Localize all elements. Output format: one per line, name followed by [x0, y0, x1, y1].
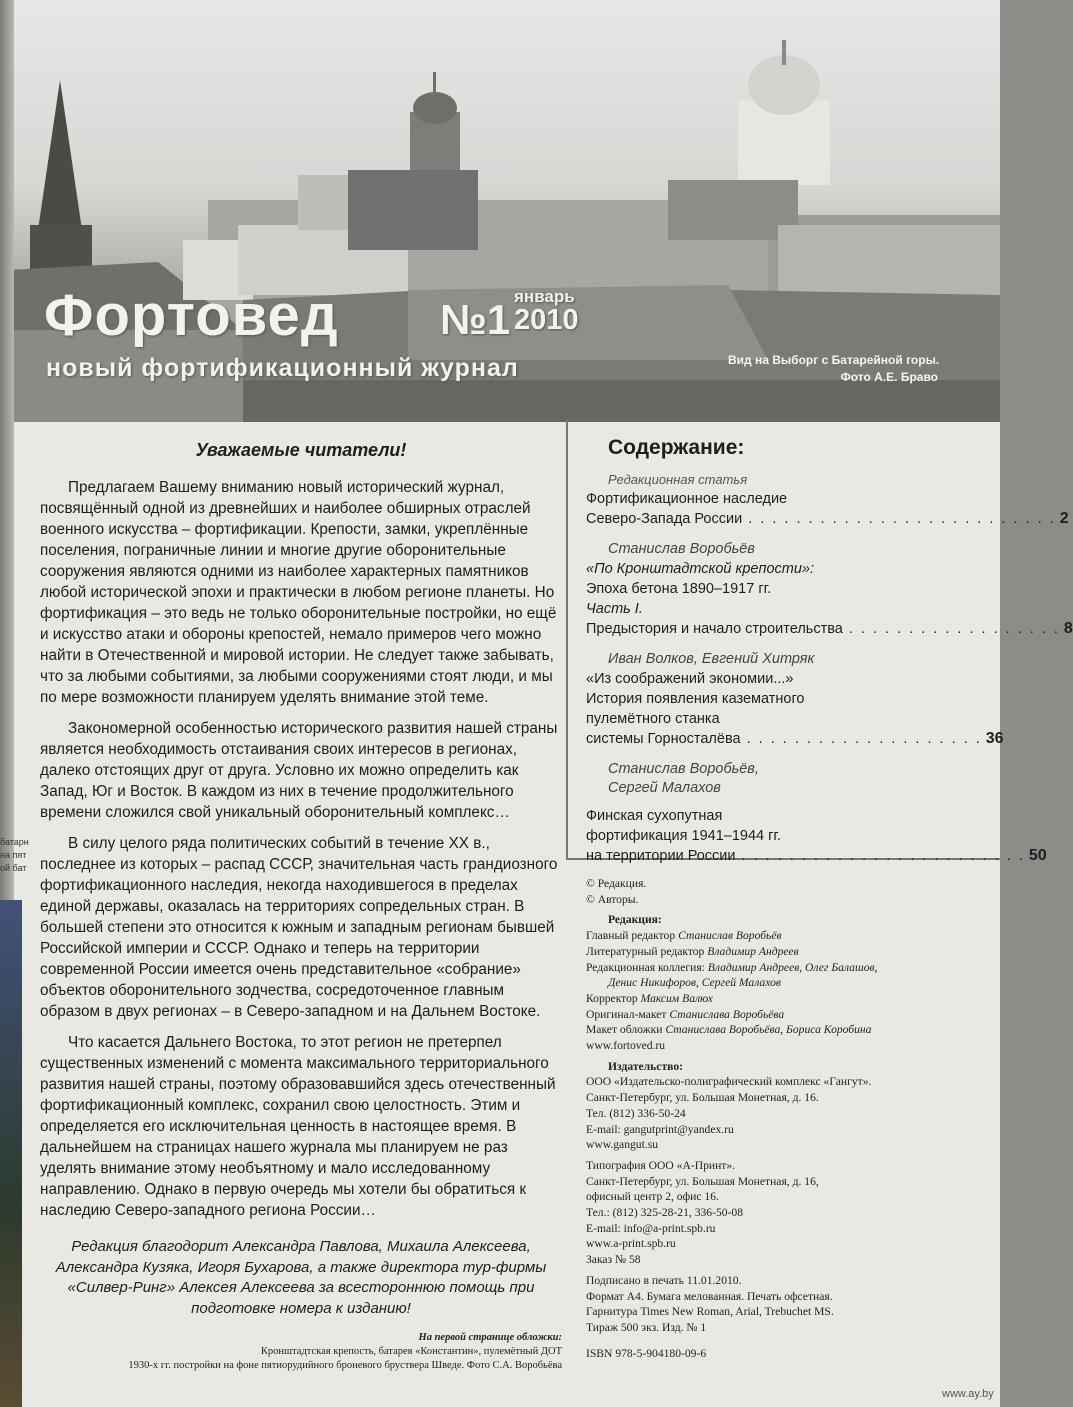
staff-name: Станислава Воробьёва [669, 1007, 785, 1021]
staff-line [586, 928, 946, 944]
cover-note-line: Кронштадтская крепость, батарея «Константин», пулемётный ДОТ [260, 1346, 562, 1357]
website-link[interactable]: www.fortoved.ru [586, 1039, 666, 1053]
toc-entry[interactable] [586, 470, 1069, 529]
toc-title-line: «Из соображений экономии...» [586, 671, 794, 687]
toc-page-row [586, 619, 1073, 639]
toc-title-line: на территории России [586, 848, 736, 864]
editorial-paragraph: Предлагаем Вашему вниманию новый исторический журнал, посвящённый одной из древнейших и наиболее обширных отраслей военного искусства – фортификации. Крепости, замки, укреплённые поселения, пограничные линии и многие другие оборонительные сооружения являются одними из наиболее характерных памятников любой исторической эпохи и практически в любом регионе планеты. Но фортификация – это ведь не только оборонительные постройки, но ещё и искусство атаки и обороны крепостей, немало примеров чего можно найти в Отечественной и мировой истории. Не следует также забывать, что за любыми событиями, за любыми сооружениями стоят люди, и мы по мере возможности планируем уделять внимание этой теме. [40, 479, 557, 706]
issue-year: 2010 [514, 304, 579, 336]
publisher-website[interactable]: www.gangut.su [586, 1138, 659, 1152]
issue-number: №1 [440, 296, 511, 343]
publisher-heading: Издательство: [608, 1059, 683, 1073]
cover-note-heading: На первой странице обложки: [418, 1332, 562, 1343]
editorial-paragraph: Закономерной особенностью исторического развития нашей страны является необходимость отстаивания своих интересов в регионах, далеко отстоящих друг от друга. Условно их можно определить как Запад, Юг и Восток. В каждом из них в течение продолжительного времени сложился свой уникальный оборонительный комплекс… [40, 720, 558, 821]
staff-role: Литературный редактор [586, 944, 705, 958]
toc-title-line: пулемётного станка [586, 711, 720, 727]
toc-title-line: Финская сухопутная [586, 808, 723, 824]
staff-name: Владимир Андреев [707, 944, 799, 958]
publisher-line: Санкт-Петербург, ул. Большая Монетная, д. 16. [586, 1091, 819, 1105]
cover-note [40, 1331, 562, 1373]
toc-title-line: «По Кронштадтской крепости»: [586, 561, 815, 577]
staff-role: Главный редактор [586, 929, 676, 943]
toc-page-number: 36 [985, 730, 1004, 747]
magazine-subtitle: новый фортификационный журнал [46, 354, 519, 382]
header-photo [8, 0, 1000, 422]
staff-line [586, 991, 946, 1007]
isbn: ISBN 978-5-904180-09-6 [586, 1346, 707, 1360]
toc-author: Станислав Воробьёв [608, 541, 755, 557]
printer-email[interactable]: E-mail: info@a-print.spb.ru [586, 1221, 716, 1235]
toc-title-line: История появления казематного [586, 691, 805, 707]
toc-title-line: Эпоха бетона 1890–1917 гг. [586, 581, 772, 597]
copyright-line: © Редакция. [586, 877, 647, 890]
editorial-paragraph: Что касается Дальнего Востока, то этот регион не претерпел существенных изменений с момента максимального территориального развития нашей страны, поэтому образовавшийся здесь отечественный фортификационный комплекс, сохранил свою целостность. Этим и определяется его исключительная ценность в настоящее время. В дальнейшем на страницах нашего журнала мы планируем не раз уделять внимание этому необъятному и мало исследованному направлению. Однако в первую очередь мы хотели бы обратиться к наследию Северо-западного региона России… [40, 1034, 556, 1219]
adjacent-page-photo [0, 900, 22, 1407]
toc-entry[interactable] [586, 650, 1004, 749]
print-details-line: Гарнитура Times New Roman, Arial, Trebuchet MS. [586, 1305, 834, 1319]
staff-line [586, 944, 946, 960]
staff-line [586, 1007, 946, 1023]
printer-line: Тел.: (812) 325-28-21, 336-50-08 [586, 1206, 743, 1220]
printer-line: офисный центр 2, офис 16. [586, 1190, 719, 1204]
toc-page-number: 50 [1028, 847, 1047, 864]
staff-line [586, 1022, 946, 1038]
toc-title-line: Северо-Запада России [586, 511, 743, 527]
printer-line: Типография ООО «А-Принт». [586, 1158, 736, 1172]
toc-entry[interactable] [586, 760, 1047, 866]
staff-line [586, 975, 946, 991]
imprint-block [586, 876, 946, 1361]
toc-author: Иван Волков, Евгений Хитряк [608, 651, 815, 667]
staff-role: Оригинал-макет [586, 1007, 667, 1021]
publisher-line: ООО «Издательско-полиграфический комплекс «Гангут». [586, 1075, 872, 1089]
magazine-title: Фортовед [44, 283, 339, 348]
toc-title-line: системы Горносталёва [586, 731, 741, 747]
editorial-body [40, 477, 562, 1221]
staff-name: Денис Никифоров, Сергей Малахов [608, 976, 781, 990]
staff-line [586, 960, 946, 976]
publisher-line: Тел. (812) 336-50-24 [586, 1106, 686, 1120]
toc-author: Сергей Малахов [608, 780, 721, 796]
toc-title-line: Часть I. [586, 601, 643, 617]
toc-leader-dots: . . . . . . . . . . . . . . . . . . [842, 621, 1060, 637]
toc-author: Редакционная статья [608, 472, 748, 487]
printer-line: Санкт-Петербург, ул. Большая Монетная, д. 16, [586, 1174, 819, 1188]
photo-caption-text: Вид на Выборг с Батарейной горы. [728, 353, 940, 367]
print-details-line: Тираж 500 экз. Изд. № 1 [586, 1320, 707, 1334]
photo-credit: Фото А.Е. Браво [840, 370, 938, 384]
printer-line: Заказ № 58 [586, 1253, 641, 1267]
photo-caption [728, 352, 938, 386]
printer-website[interactable]: www.a-print.spb.ru [586, 1237, 676, 1251]
copyright-line: © Авторы. [586, 892, 639, 906]
staff-name: Владимир Андреев, Олег Балашов, [707, 960, 878, 974]
toc-page-number: 8 [1063, 620, 1073, 637]
toc-page-row [586, 729, 1004, 749]
adjacent-page-fragment: батарн на пят ой бат [0, 837, 29, 873]
watermark: www.ay.by [942, 1388, 994, 1400]
editorial-column [40, 440, 562, 1373]
staff-role: Корректор [586, 991, 638, 1005]
staff-role: Макет обложки [586, 1023, 663, 1037]
toc-page-number: 2 [1059, 510, 1069, 527]
cover-note-line: 1930-х гг. постройки на фоне пятиорудийного броневого бруствера Шведе. Фото С.А. Воробьёва [128, 1360, 562, 1371]
editorial-paragraph: В силу целого ряда политических событий в течение XX в., последнее из которых – распад СССР, значительная часть грандиозного фортификационного наследия, некогда находившегося в пределах единой державы, оказалась на территориях сопредельных стран. В большей степени это относится к южным и западным регионам бывшей Российской империи и СССР. Однако и теперь на территории современной России имеется очень представительное «собрание» объектов оборонительного зодчества, сосредоточенное главным образом в двух регионах – в Северо-западном и на Дальнем Востоке. [40, 835, 558, 1020]
toc-title-line: Фортификационное наследие [586, 491, 788, 507]
publisher-email[interactable]: E-mail: gangutprint@yandex.ru [586, 1122, 734, 1136]
toc-author: Станислав Воробьёв, [608, 761, 759, 777]
editorial-greeting: Уважаемые читатели! [195, 440, 407, 460]
staff-name: Максим Валюх [640, 991, 713, 1005]
staff-name: Станислав Воробьёв [678, 929, 782, 943]
toc-divider [566, 420, 568, 860]
print-details-line: Подписано в печать 11.01.2010. [586, 1273, 742, 1287]
editorial-staff-heading: Редакция: [608, 913, 662, 927]
table-of-contents [586, 436, 1073, 877]
toc-entry[interactable] [586, 540, 1073, 639]
toc-page-row [586, 846, 1047, 866]
toc-leader-dots: . . . . . . . . . . . . . . . . . . . . . . . . [735, 848, 1025, 864]
toc-page-row [586, 509, 1069, 529]
toc-heading: Содержание: [608, 436, 745, 459]
toc-leader-dots: . . . . . . . . . . . . . . . . . . . . [740, 731, 982, 747]
staff-name: Станислава Воробьёва, Бориса Коробина [665, 1023, 872, 1037]
issue-month: январь [514, 287, 575, 306]
toc-title-line: Предыстория и начало строительства [586, 621, 843, 637]
print-details-line: Формат А4. Бумага мелованная. Печать офсетная. [586, 1289, 833, 1303]
acknowledgements: Редакция благодорит Александра Павлова, Михаила Алексеева, Александра Кузяка, Игоря Бухарова, а также директора тур-фирмы «Силвер-Ринг» Алексея Алексеева за всестороннюю помощь при подготовке номера к изданию! [55, 1238, 547, 1317]
toc-leader-dots: . . . . . . . . . . . . . . . . . . . . . . . . . . [742, 511, 1056, 527]
staff-role: Редакционная коллегия: [586, 960, 705, 974]
toc-title-line: фортификация 1941–1944 гг. [586, 828, 781, 844]
